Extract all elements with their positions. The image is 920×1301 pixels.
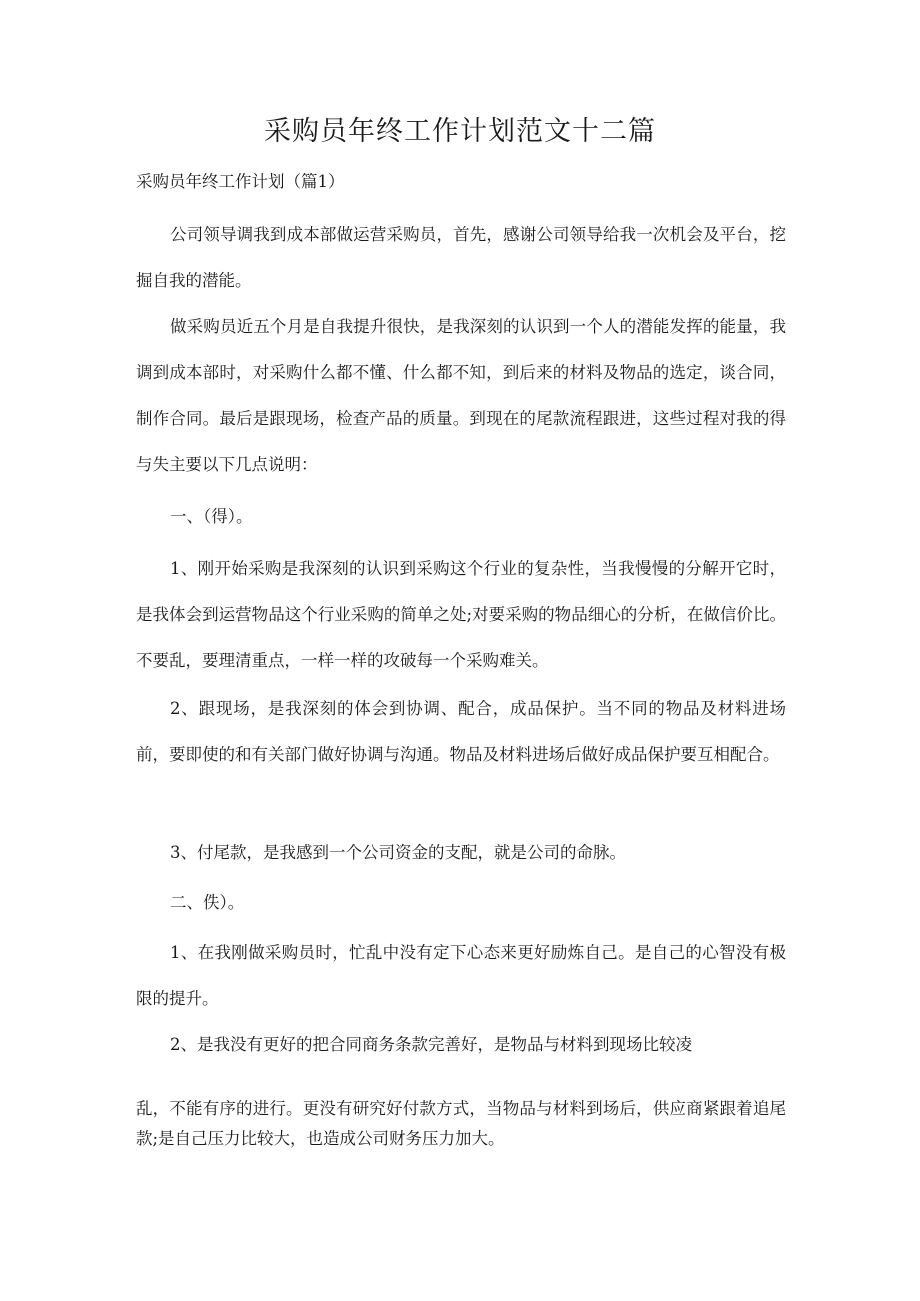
paragraph-loss-1: 1、在我刚做采购员时，忙乱中没有定下心态来更好励炼自己。是自己的心智没有极限的提升。 [136,943,786,1008]
paragraph-loss-2: 2、是我没有更好的把合同商务条款完善好，是物品与材料到现场比较凌 [170,1035,692,1054]
paragraph-gain-1: 1、刚开始采购是我深刻的认识到采购这个行业的复杂性，当我慢慢的分解开它时，是我体会到运营物品这个行业采购的简单之处;对要采购的物品细心的分析，在做信价比。不要乱，要理清重点，一样一样的攻破每一个采购难关。 [136,559,786,670]
paragraph-overview: 做采购员近五个月是自我提升很快，是我深刻的认识到一个人的潜能发挥的能量，我调到成本部时，对采购什么都不懂、什么都不知，到后来的材料及物品的选定，谈合同，制作合同。最后是跟现场，检查产品的质量。到现在的尾款流程跟进，这些过程对我的得与失主要以下几点说明： [136,317,786,474]
section-heading: 采购员年终工作计划（篇1） [136,172,345,191]
paragraph-gain-3: 3、付尾款，是我感到一个公司资金的支配，就是公司的命脉。 [170,843,626,862]
document-title: 采购员年终工作计划范文十二篇 [264,116,656,147]
paragraph-intro: 公司领导调我到成本部做运营采购员，首先，感谢公司领导给我一次机会及平台，挖掘自我的潜能。 [136,225,786,290]
heading-losses: 二、佚）。 [170,893,245,912]
heading-gains: 一、（得）。 [170,507,253,526]
paragraph-loss-2-continued: 乱，不能有序的进行。更没有研究好付款方式，当物品与材料到场后，供应商紧跟着追尾款;是自己压力比较大，也造成公司财务压力加大。 [136,1099,786,1148]
paragraph-gain-2: 2、跟现场，是我深刻的体会到协调、配合，成品保护。当不同的物品及材料进场前，要即使的和有关部门做好协调与沟通。物品及材料进场后做好成品保护要互相配合。 [136,699,786,764]
